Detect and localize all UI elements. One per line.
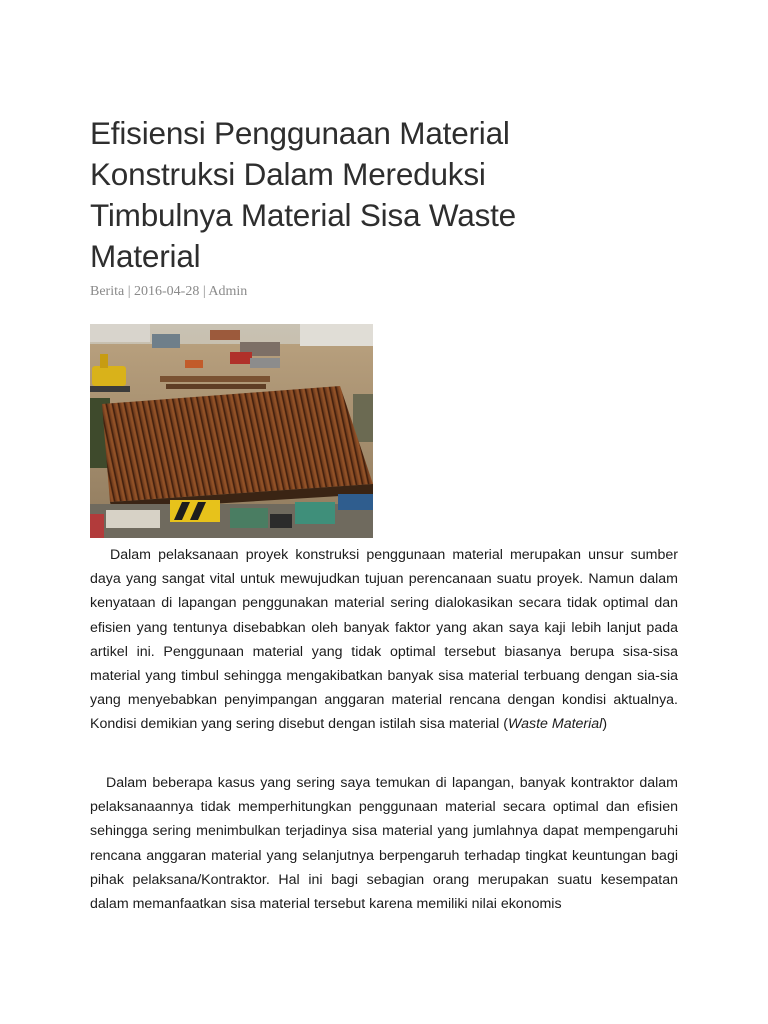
paragraph-1-text: Dalam pelaksanaan proyek konstruksi penggunaan material merupakan unsur sumber daya yang sangat vital untuk mewujudkan tujuan perencanaan suatu proyek. Namun dalam kenyataan di lapangan penggunakan material sering dialokasikan secara tidak optimal dan efisien yang tentunya disebabkan oleh banyak faktor yang akan saya kaji lebih lanjut pada artikel ini. Penggunaan material yang tidak optimal tersebut biasanya berupa sisa-sisa material yang timbul sehingga mengakibatkan banyak sisa material terbuang dengan sia-sia yang menyebabkan penyimpangan anggaran material rencana dengan kondisi aktualnya. Kondisi demikian yang sering disebut dengan istilah sisa material ( — [90, 547, 678, 733]
article-paragraph-2: Dalam beberapa kasus yang sering saya temukan di lapangan, banyak kontraktor dalam pelaksanaannya tidak memperhitungkan penggunaan material secara optimal dan efisien sehingga sering menimbulkan terjadinya sisa material yang jumlahnya dapat mempengaruhi rencana anggaran material yang selanjutnya berpengaruh terhadap tingkat keuntungan bagi pihak pelaksana/Kontraktor. Hal ini bagi sebagian orang merupakan suatu kesempatan dalam memanfaatkan sisa material tersebut karena memiliki nilai ekonomis — [90, 775, 678, 913]
article-meta: Berita | 2016-04-28 | Admin — [90, 284, 248, 299]
waste-material-emphasis: Waste Material — [507, 716, 603, 733]
article-paragraph-1 — [90, 543, 678, 737]
paragraph-1-end: ) — [602, 716, 608, 733]
article-title: Efisiensi Penggunaan Material Konstruksi Dalam Mereduksi Timbulnya Material Sisa Waste Material — [90, 115, 517, 274]
construction-site-photo — [90, 324, 373, 538]
